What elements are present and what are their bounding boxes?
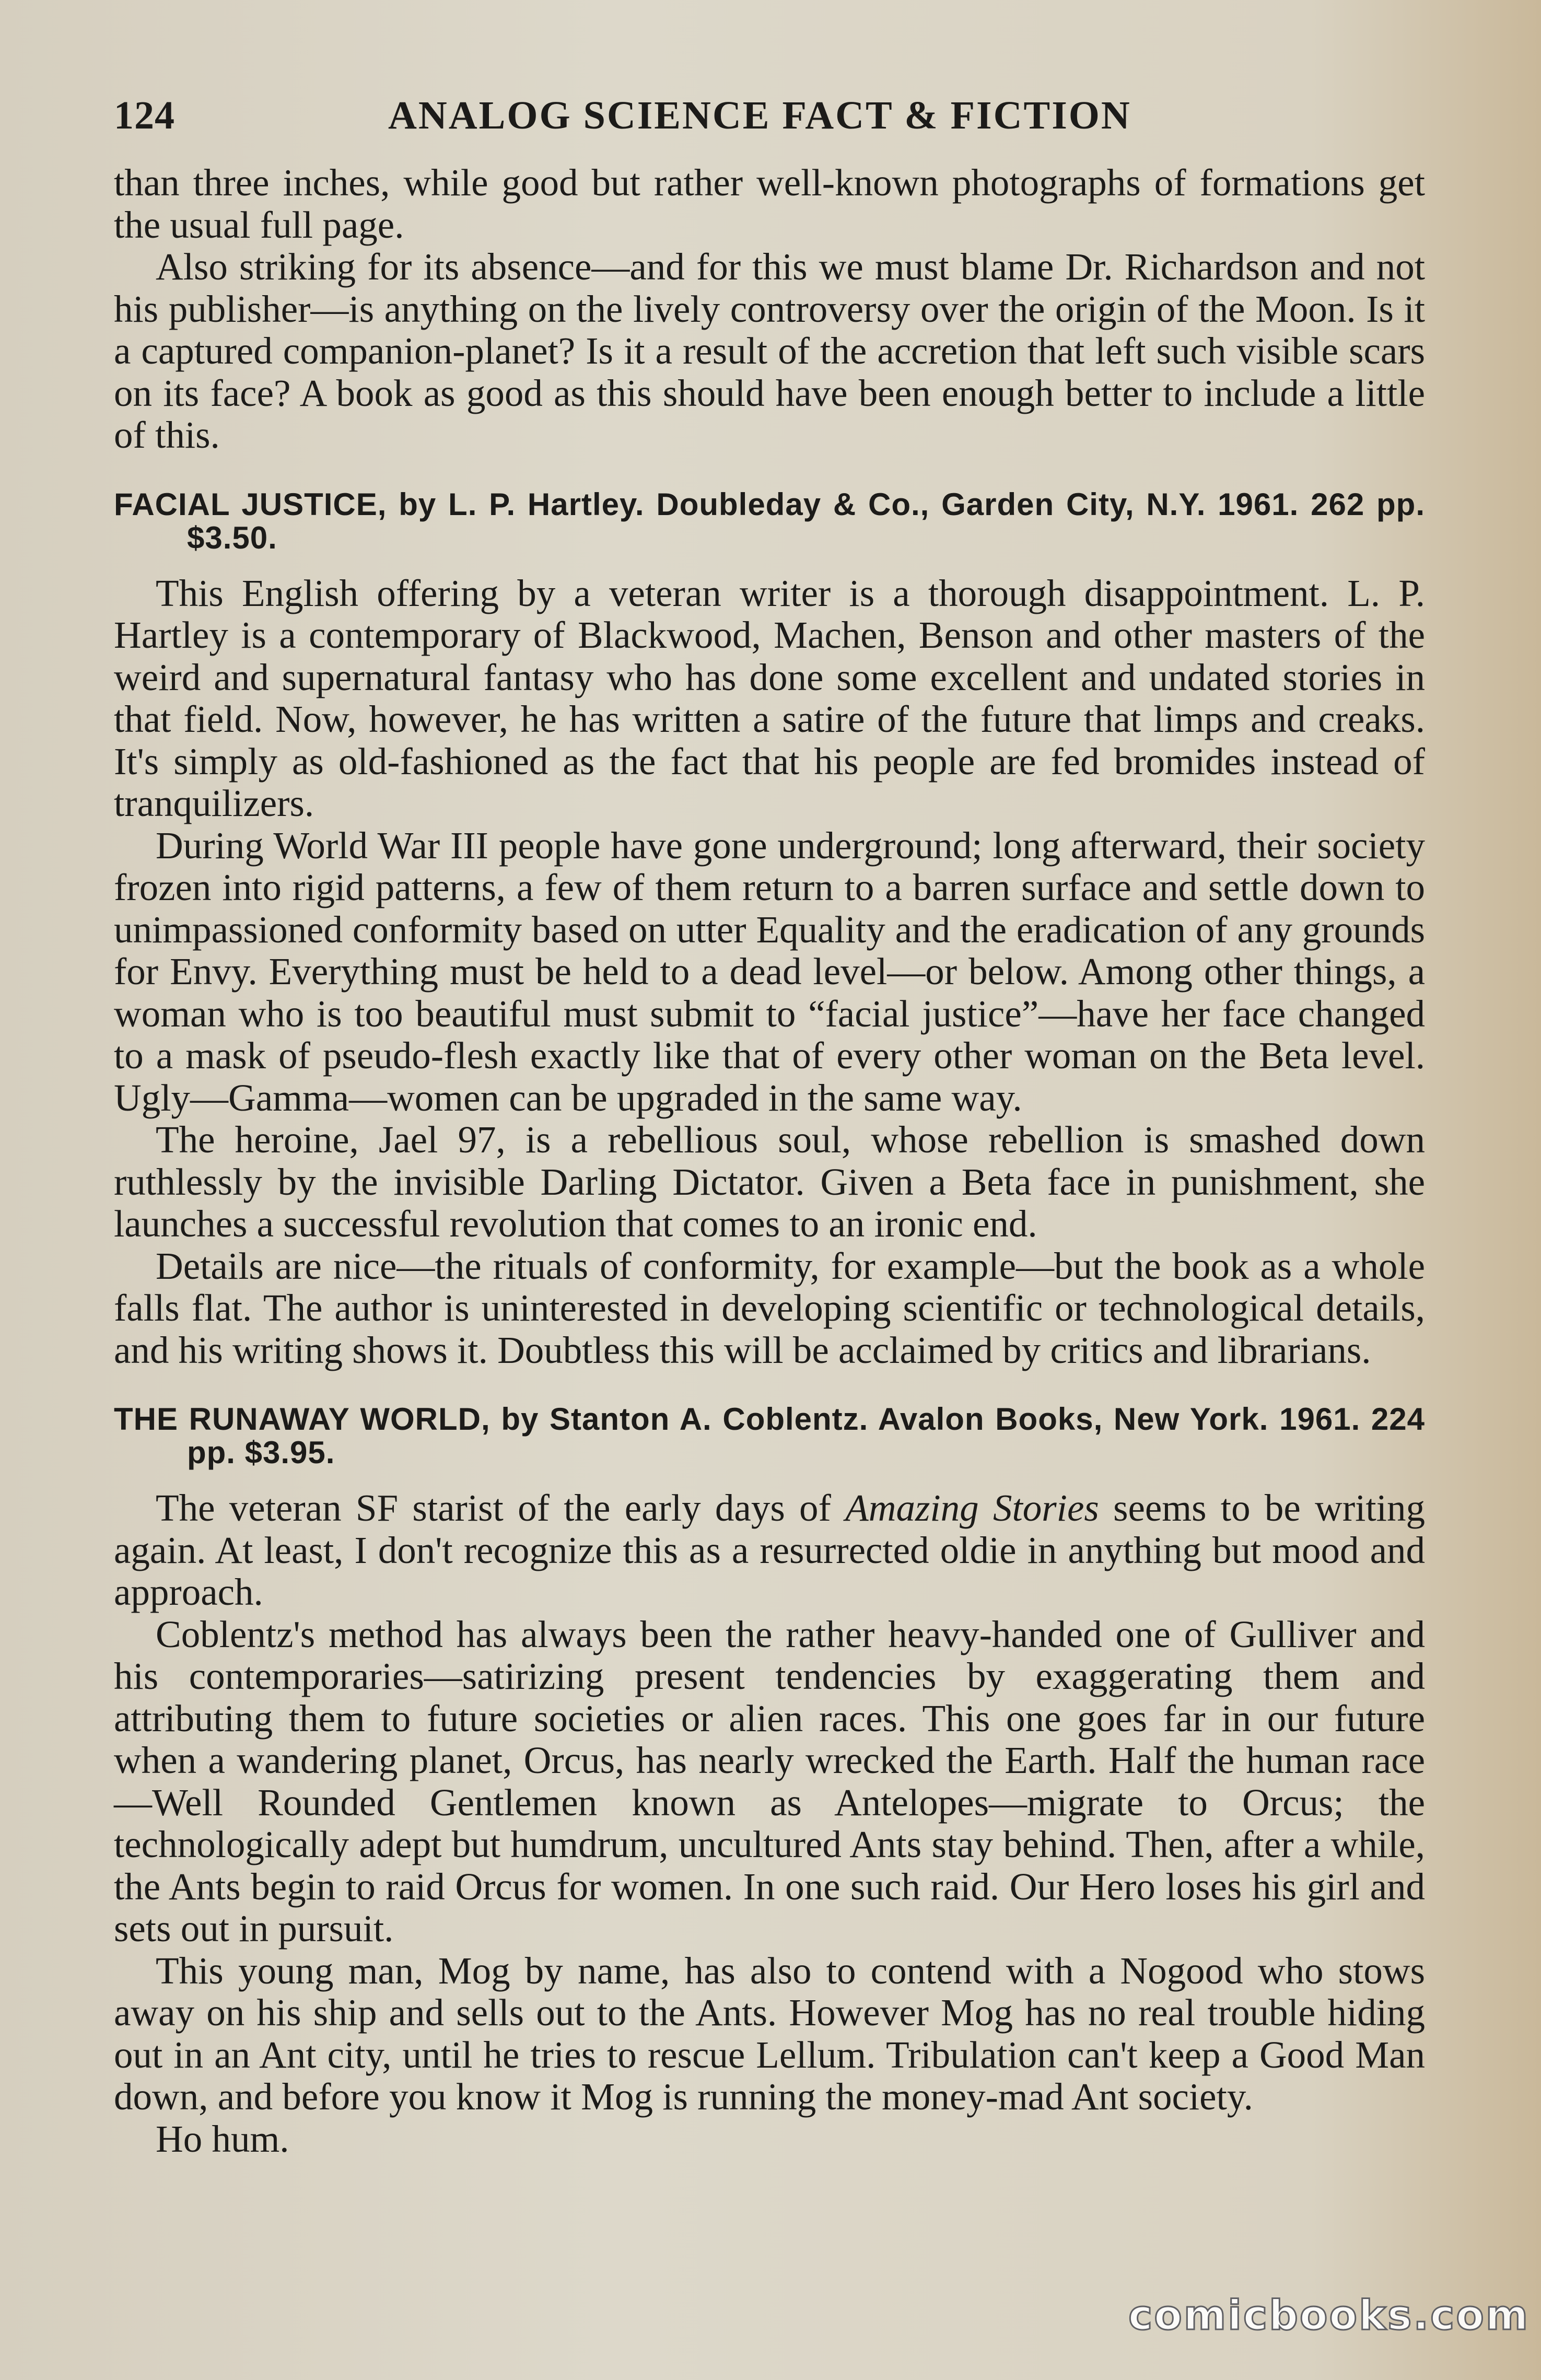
page-body — [114, 162, 1425, 2160]
continued-paragraph: than three inches, while good but rather well-known photographs of formations get the usual full page. — [114, 161, 1425, 246]
paragraph — [114, 1487, 1425, 1614]
running-head: ANALOG SCIENCE FACT & FICTION — [388, 94, 1131, 137]
page-number: 124 — [114, 94, 175, 137]
magazine-title: Amazing Stories — [845, 1487, 1099, 1529]
paragraph-text: seems to be writing again. At least, I don't recognize this as a resurrected oldie in anything but mood and approach. — [114, 1487, 1425, 1613]
paragraph: This English offering by a veteran writer is a thorough disappointment. L. P. Hartley is a contemporary of Blackwood, Machen, Benson and other masters of the weird and supernatural fantasy who has done some excellent and undated stories in that field. Now, however, he has written a satire of the future that limps and creaks. It's simply as old-fashioned as the fact that his people are fed bromides instead of tranquilizers. — [114, 571, 1425, 824]
review-heading-runaway-world: THE RUNAWAY WORLD, by Stanton A. Coblentz. Avalon Books, New York. 1961. 224 pp. $3.95. — [114, 1402, 1425, 1470]
page-header — [114, 93, 1430, 150]
closing-paragraph: Ho hum. — [156, 2117, 289, 2160]
review-heading-facial-justice: FACIAL JUSTICE, by L. P. Hartley. Doubleday & Co., Garden City, N.Y. 1961. 262 pp. $3.50. — [114, 486, 1425, 555]
paragraph: This young man, Mog by name, has also to contend with a Nogood who stows away on his ship and sells out to the Ants. However Mog has no real trouble hiding out in an Ant city, until he tries to rescue Lellum. Tribulation can't keep a Good Man down, and before you know it Mog is running the money-mad Ant society. — [114, 1949, 1425, 2118]
paragraph: The heroine, Jael 97, is a rebellious soul, whose rebellion is smashed down ruthlessly by the invisible Darling Dictator. Given a Beta face in punishment, she launches a successful revolution that comes to an ironic end. — [114, 1118, 1425, 1245]
paragraph-text: The veteran SF starist of the early days of — [156, 1487, 846, 1529]
paragraph: Details are nice—the rituals of conformity, for example—but the book as a whole falls flat. The author is uninterested in developing scientific or technological details, and his writing shows it. Doubtless this will be acclaimed by critics and librarians. — [114, 1244, 1425, 1371]
watermark: comicbooks.com — [1128, 2292, 1530, 2339]
paragraph: Also striking for its absence—and for this we must blame Dr. Richardson and not his publisher—is anything on the lively controversy over the origin of the Moon. Is it a captured companion-planet? Is it a result of the accretion that left such visible scars on its face? A book as good as this should have been enough better to include a little of this. — [114, 246, 1425, 456]
paragraph: Coblentz's method has always been the rather heavy-handed one of Gulliver and his contemporaries—satirizing present tendencies by exaggerating them and attributing them to future societies or alien races. This one goes far in our future when a wandering planet, Orcus, has nearly wrecked the Earth. Half the human race—Well Rounded Gentlemen known as Antelopes—migrate to Orcus; the technologically adept but humdrum, uncultured Ants stay behind. Then, after a while, the Ants begin to raid Orcus for women. In one such raid. Our Hero loses his girl and sets out in pursuit. — [114, 1613, 1425, 1950]
paragraph: During World War III people have gone underground; long afterward, their society frozen into rigid patterns, a few of them return to a barren surface and settle down to unimpassioned conformity based on utter Equality and the eradication of any grounds for Envy. Everything must be held to a dead level—or below. Among other things, a woman who is too beautiful must submit to “facial justice”—have her face changed to a mask of pseudo-flesh exactly like that of every other woman on the Beta level. Ugly—Gamma—women can be upgraded in the same way. — [114, 824, 1425, 1119]
